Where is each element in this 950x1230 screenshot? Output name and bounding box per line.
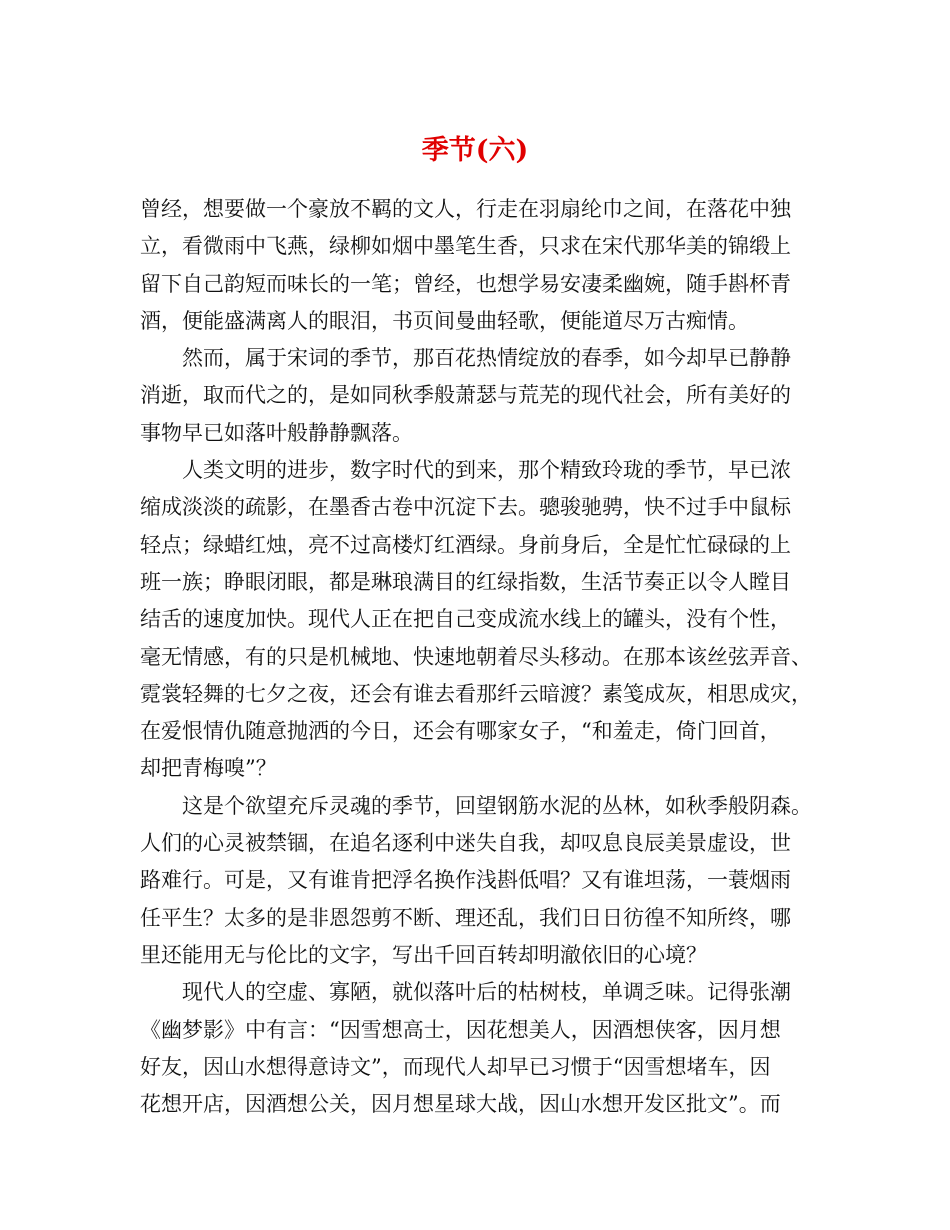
paragraph-line: 轻点；绿蜡红烛，亮不过高楼灯红酒绿。身前身后，全是忙忙碌碌的上: [140, 532, 791, 557]
paragraph: [140, 191, 820, 340]
paragraph-line: 毫无情感，有的只是机械地、快速地朝着尽头移动。在那本该丝弦弄音、: [140, 644, 812, 669]
paragraph-line: 立，看微雨中飞燕，绿柳如烟中墨笔生香，只求在宋代那华美的锦缎上: [140, 234, 791, 259]
paragraph-line: 班一族；睁眼闭眼，都是琳琅满目的红绿指数，生活节奏正以令人瞠目: [140, 569, 791, 594]
paragraph-line: 好友，因山水想得意诗文”，而现代人却早已习惯于“因雪想堵车，因: [140, 1054, 771, 1079]
paragraph-line: 人们的心灵被禁锢，在追名逐利中迷失自我，却叹息良辰美景虚设，世: [140, 831, 791, 856]
paragraph-line: 酒，便能盛满离人的眼泪，书页间曼曲轻歌，便能道尽万古痴情。: [140, 308, 749, 333]
paragraph-line: 却把青梅嗅”？: [140, 756, 277, 781]
paragraph-line: 结舌的速度加快。现代人正在把自己变成流水线上的罐头，没有个性，: [140, 607, 791, 632]
paragraph-line: 曾经，想要做一个豪放不羁的文人，行走在羽扇纶巾之间，在落花中独: [140, 197, 791, 221]
paragraph-line: 这是个欲望充斥灵魂的季节，回望钢筋水泥的丛林，如秋季般阴森。: [182, 793, 812, 818]
paragraph-line: 缩成淡淡的疏影，在墨香古卷中沉淀下去。骢骏驰骋，快不过手中鼠标: [140, 495, 791, 520]
paragraph-line: 霓裳轻舞的七夕之夜，还会有谁去看那纤云暗渡？素笺成灰，相思成灾，: [140, 681, 812, 706]
paragraph-line: 路难行。可是，又有谁肯把浮名换作浅斟低唱？又有谁坦荡，一蓑烟雨: [140, 868, 791, 893]
paragraph: [140, 452, 820, 788]
paragraph-line: 《幽梦影》中有言：“因雪想高士，因花想美人，因酒想侠客，因月想: [140, 1017, 781, 1042]
paragraph: [140, 340, 820, 452]
paragraph-line: 花想开店，因酒想公关，因月想星球大战，因山水想开发区批文”。而: [140, 1092, 781, 1117]
paragraph-line: 现代人的空虚、寡陋，就似落叶后的枯树枝，单调乏味。记得张潮: [182, 980, 791, 1005]
paragraph-line: 在爱恨情仇随意抛洒的今日，还会有哪家女子，“和羞走，倚门回首，: [140, 719, 781, 744]
paragraph-line: 里还能用无与伦比的文字，写出千回百转却明澈依旧的心境？: [140, 942, 707, 967]
paragraph-line: 消逝，取而代之的，是如同秋季般萧瑟与荒芜的现代社会，所有美好的: [140, 383, 791, 408]
paragraph: [140, 974, 820, 1123]
document-body: [140, 191, 820, 1123]
paragraph-line: 任平生？太多的是非恩怨剪不断、理还乱，我们日日彷徨不知所终，哪: [140, 905, 791, 930]
paragraph-line: 事物早已如落叶般静静飘落。: [140, 420, 413, 445]
paragraph-line: 然而，属于宋词的季节，那百花热情绽放的春季，如今却早已静静: [182, 346, 791, 371]
paragraph-line: 人类文明的进步，数字时代的到来，那个精致玲珑的季节，早已浓: [182, 458, 791, 483]
paragraph-line: 留下自己韵短而味长的一笔；曾经，也想学易安凄柔幽婉，随手斟杯青: [140, 271, 791, 296]
paragraph: [140, 788, 820, 974]
document-title: 季节(六): [421, 135, 529, 166]
